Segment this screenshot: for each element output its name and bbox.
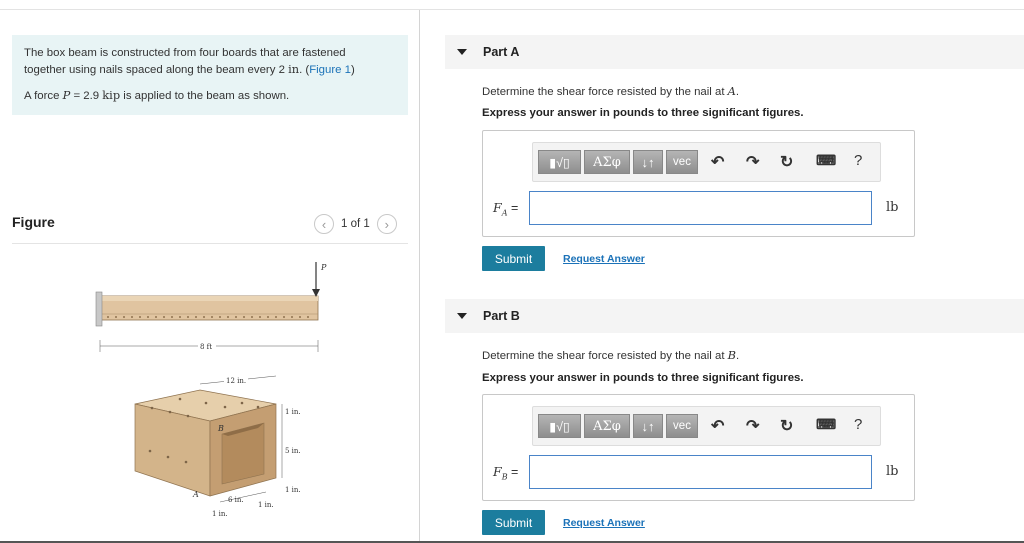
- templates-button[interactable]: [538, 150, 581, 174]
- greek-button[interactable]: ΑΣφ: [584, 414, 630, 438]
- part-b-request-answer-link[interactable]: Request Answer: [563, 517, 645, 529]
- reset-icon[interactable]: ↻: [780, 154, 794, 171]
- undo-icon[interactable]: ↶: [711, 418, 725, 435]
- subscript-button[interactable]: ↓↑: [633, 150, 663, 174]
- figure-title: Figure: [12, 214, 55, 230]
- keyboard-icon[interactable]: ⌨: [816, 416, 837, 432]
- next-figure-button[interactable]: [377, 214, 397, 234]
- collapse-caret-icon[interactable]: [457, 49, 467, 55]
- fa-unit: lb: [886, 200, 899, 215]
- thickness-label-1: 1 in.: [285, 408, 301, 416]
- top-divider: [0, 9, 1024, 10]
- length-label: 8 ft: [200, 343, 213, 351]
- part-a-prompt: Determine the shear force resisted by the nail at A.: [482, 84, 740, 98]
- inner-width-label: 6 in.: [228, 496, 244, 504]
- equation-toolbar: [532, 406, 881, 446]
- redo-icon[interactable]: ↷: [746, 154, 760, 171]
- fraction-template-icon: ▮√▯: [549, 155, 570, 170]
- figure-separator: [12, 243, 408, 244]
- collapse-caret-icon[interactable]: [457, 313, 467, 319]
- help-button[interactable]: ?: [854, 152, 863, 169]
- keyboard-icon[interactable]: ⌨: [816, 152, 837, 168]
- figure-pager: [314, 214, 397, 234]
- figure-link[interactable]: Figure 1: [309, 63, 351, 76]
- pager-text: 1 of 1: [341, 218, 370, 230]
- subscript-button[interactable]: ↓↑: [633, 414, 663, 438]
- point-a-label: A: [193, 490, 199, 499]
- beam-top-face: [100, 296, 318, 301]
- part-b-answer-box: [482, 394, 915, 501]
- help-button[interactable]: ?: [854, 416, 863, 433]
- fb-answer-input[interactable]: [529, 455, 872, 489]
- redo-icon[interactable]: ↷: [746, 418, 760, 435]
- thickness-label-3: 1 in.: [258, 501, 274, 509]
- problem-statement: [12, 35, 408, 115]
- pane-divider: [419, 10, 420, 541]
- chevron-right-icon: ›: [384, 216, 389, 232]
- part-b-submit-button[interactable]: Submit: [482, 510, 545, 535]
- prev-figure-button[interactable]: [314, 214, 334, 234]
- vector-button[interactable]: vec: [666, 150, 698, 174]
- load-label: P: [321, 263, 327, 272]
- thickness-label-2: 1 in.: [285, 486, 301, 494]
- fb-label: $F_B$ =: [493, 464, 519, 482]
- part-b-instruction: Express your answer in pounds to three significant figures.: [482, 372, 804, 384]
- fa-label: $F_A$ =: [493, 200, 519, 218]
- fb-unit: lb: [886, 464, 899, 479]
- part-a-answer-box: [482, 130, 915, 237]
- part-a-instruction: Express your answer in pounds to three significant figures.: [482, 107, 804, 119]
- point-b-label: B: [218, 424, 224, 433]
- equation-toolbar: [532, 142, 881, 182]
- part-b-prompt: Determine the shear force resisted by the nail at B.: [482, 348, 740, 362]
- templates-button[interactable]: [538, 414, 581, 438]
- problem-text-2: A force P = 2.9 kip is applied to the beam as shown.: [24, 88, 290, 102]
- vector-button[interactable]: vec: [666, 414, 698, 438]
- part-a-request-answer-link[interactable]: Request Answer: [563, 253, 645, 265]
- problem-text-1: The box beam is constructed from four boards that are fastened together using nails spaced along the beam every 2 in. (Figure 1): [24, 47, 355, 76]
- part-b-header[interactable]: [445, 299, 1024, 333]
- part-a-submit-button[interactable]: Submit: [482, 246, 545, 271]
- depth-label: 5 in.: [285, 447, 301, 455]
- wall-support: [96, 292, 102, 326]
- fraction-template-icon: ▮√▯: [549, 419, 570, 434]
- part-b-title: Part B: [483, 309, 520, 323]
- part-a-title: Part A: [483, 45, 520, 59]
- thickness-label-4: 1 in.: [212, 510, 228, 518]
- width-label: 12 in.: [226, 377, 247, 385]
- part-a-header[interactable]: [445, 35, 1024, 69]
- section-opening: [222, 423, 264, 484]
- greek-button[interactable]: ΑΣφ: [584, 150, 630, 174]
- chevron-left-icon: ‹: [321, 216, 327, 232]
- undo-icon[interactable]: ↶: [711, 154, 725, 171]
- reset-icon[interactable]: ↻: [780, 418, 794, 435]
- fa-answer-input[interactable]: [529, 191, 872, 225]
- box-beam-figure: [90, 256, 340, 521]
